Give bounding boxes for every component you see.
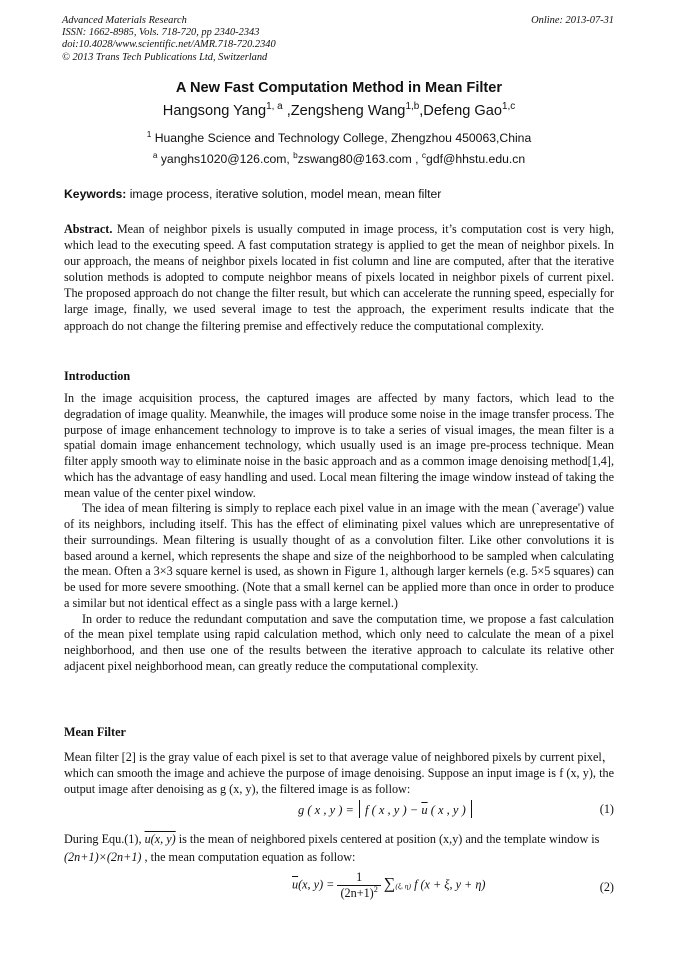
intro-paragraph: The idea of mean filtering is simply to replace each pixel value in an image with the mean (`average') value of its neighbors, including itself. This has the effect of eliminating pixel values which are unrepresentative of their surroundings. Mean filtering is usually thought of as a convolution filter. Like other convolutions it is based around a kernel, which represents the shape and size of the neighborhood to be sampled when calculating the mean. Often a 3×3 square kernel is used, as shown in Figure 1, although larger kernels (e.g. 5×5 squares) can be used for more severe smoothing. (Note that a small kernel can be applied more than once in order to produce a similar but not identical effect as a single pass with a large kernel.) (64, 501, 614, 610)
author-sup: 1,b (405, 101, 420, 113)
during-paragraph (64, 830, 614, 866)
intro-paragraph: In order to reduce the redundant computation and save the computation time, we propose a fast calculation of the mean pixel template using rapid calculation method, which only need to calculate the mean of a pixel neighborhood, and then use one of the results between the iterative approach to calculate its relative other adjacent pixel neighborhood mean, can greatly reduce the computational complexity. (64, 611, 614, 673)
equation-number-1: (1) (599, 802, 614, 816)
eq1-lhs: g ( x , y ) = (298, 803, 354, 817)
eq1-uarg: ( x , y ) (427, 803, 466, 817)
abs-bar-right (471, 800, 472, 818)
email-line (0, 149, 678, 166)
author-sep: , (282, 103, 291, 119)
section-heading-introduction: Introduction (64, 369, 131, 383)
during-text: , the mean computation equation as follow: (144, 850, 356, 864)
eq2-denominator (337, 886, 380, 901)
journal-name: Advanced Materials Research (62, 15, 187, 26)
paper-title: A New Fast Computation Method in Mean Filter (175, 80, 503, 96)
eq2-fraction (337, 870, 380, 901)
u-xy-term: u(x, y) (144, 832, 176, 846)
section-heading-mean-filter: Mean Filter (64, 725, 126, 739)
copyright-line: © 2013 Trans Tech Publications Ltd, Switzerland (62, 51, 268, 63)
affiliation (0, 128, 678, 145)
keywords (64, 187, 441, 201)
sigma-subscript: (ξ, η) (395, 881, 412, 891)
equation-1 (298, 800, 477, 818)
email-sup: b (293, 149, 298, 160)
doi-line: doi:10.4028/www.scientific.net/AMR.718-720.2340 (62, 39, 276, 51)
email-link[interactable]: gdf@hhstu.edu.cn (426, 152, 526, 166)
introduction-body (64, 391, 614, 675)
affiliation-text: Huanghe Science and Technology College, Zhengzhou 450063,China (151, 131, 532, 145)
eq2-den-sup: 2 (373, 884, 378, 894)
author-name: Defeng Gao (423, 103, 502, 119)
during-text: During Equ.(1), (64, 832, 145, 846)
abstract-label: Abstract. (64, 222, 113, 236)
eq1-f: f ( x , y ) − (364, 803, 419, 817)
author-sep: , (419, 103, 424, 119)
eq2-lhs: (x, y) = (298, 877, 335, 892)
abstract-text: Mean of neighbor pixels is usually computed in image process, it’s computation cost is very high, which lead to the executing speed. A fast computation strategy is applied to get the mean of neighbor pixels. In our approach, the means of neighbor pixels located in fist column and line are computed, after that the iterative solution methods is adopted to compute neighbor means of pixels located in neighbor pixels of current pixel. The proposed approach do not change the filter result, but which can accelerate the running speed, especially for large image, finally, we used several image to test the approach, the experiment results indicate that the approach do not change the filtering premise and effectively reduce the computational complexity. (64, 222, 614, 333)
affiliation-sup: 1 (146, 128, 152, 139)
email-link[interactable]: yanghs1020@126.com, (157, 152, 294, 166)
email-sup: a (152, 149, 158, 160)
during-text: is the mean of neighbored pixels centered at position (x,y) and the template window is (178, 832, 600, 846)
author-list (0, 103, 678, 119)
journal-header (62, 15, 276, 64)
eq2-u: $\overline{u}$ (292, 877, 299, 892)
eq1-u: $\overline{u}$ (421, 803, 428, 817)
email-sup: c (421, 149, 427, 160)
equation-number-2: (2) (599, 880, 614, 894)
email-link[interactable]: zswang80@163.com , (297, 152, 422, 166)
author-sup: 1, a (266, 101, 283, 113)
eq2-den-text: (2n+1) (340, 886, 374, 900)
window-term: (2n+1)×(2n+1) (64, 850, 142, 864)
author-name: Zengsheng Wang (290, 103, 406, 119)
author-sup: 1,c (501, 101, 516, 113)
keywords-label: Keywords: (64, 187, 127, 201)
mean-filter-paragraph: Mean filter [2] is the gray value of each pixel is set to that average value of neighbored pixels by current pixel， which can smooth the image and achieve the purpose of image denoising. Suppose an input image is f (x, y), the output image after denoising as g (x, y), the filtered image is as follow: (64, 750, 614, 797)
equation-2 (292, 870, 485, 901)
sigma-symbol: ∑ (383, 875, 396, 893)
mean-filter-body (64, 749, 614, 797)
abstract (64, 221, 614, 334)
issn-line: ISSN: 1662-8985, Vols. 718-720, pp 2340-2343 (62, 27, 260, 39)
online-date: Online: 2013-07-31 (531, 15, 614, 26)
eq2-numerator: 1 (337, 870, 380, 886)
keywords-text: image process, iterative solution, model mean, mean filter (126, 187, 442, 201)
abs-bar-left (359, 800, 360, 818)
author-name: Hangsong Yang (162, 103, 267, 119)
intro-paragraph: In the image acquisition process, the captured images are affected by many factors, which lead to the degradation of image quality. Meanwhile, the images will produce some noise in the image transfer process. The purpose of image enhancement technology to improve is to take a series of visual images, the mean filter is a spatial domain image enhancement technology, which usually used is an image pre-process technique. Mean filter apply smooth way to eliminate noise in the basic approach and as a common image denoising method[1,4], which has the advantage of easy handling and used. Local mean filtering the image window instead of taking the mean value of the center pixel window. (64, 391, 614, 500)
eq2-body: f (x + ξ, y + η) (411, 877, 486, 892)
